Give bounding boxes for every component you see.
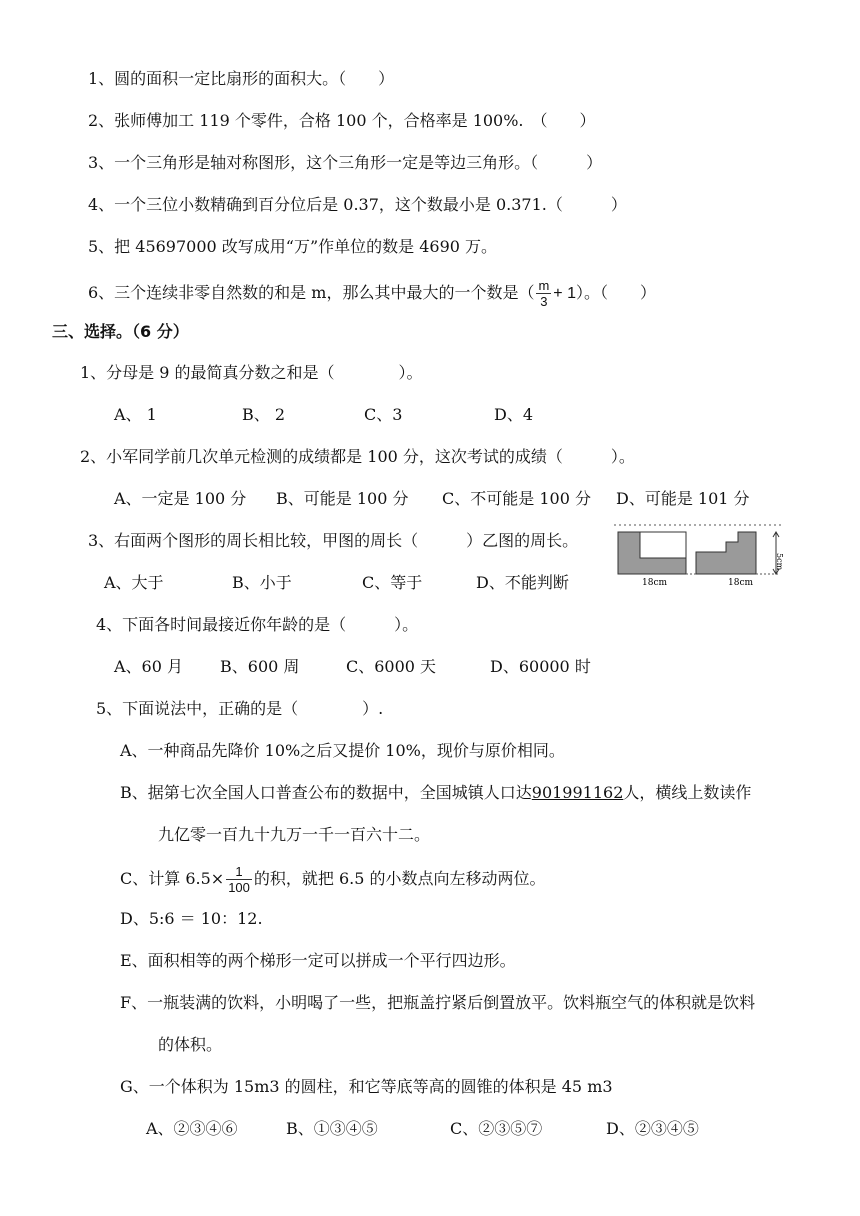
q4-option-b: B、600 周 [220,657,300,676]
q5-text: 5、下面说法中，正确的是（ ）. [96,699,384,718]
figure-yi [696,532,756,574]
q2-option-c: C、不可能是 100 分 [442,489,591,508]
perimeter-figure [614,522,794,588]
q5-option-b: B、①③④⑤ [286,1119,378,1138]
q5-statement-g: G、一个体积为 15m3 的圆柱，和它等底等高的圆锥的体积是 45 m3 [120,1077,613,1096]
q1-text: 1、分母是 9 的最简真分数之和是（ ）。 [80,363,423,382]
q3-option-d: D、不能判断 [476,573,569,592]
q5-statement-b [120,782,751,804]
q5-b-underlined-number: 901991162 [531,783,624,802]
judge-6-tail: ）。（ ） [575,283,656,302]
fraction-denominator: 3 [540,294,548,309]
q5-statement-d: D、5:6 ＝ 10：12. [120,909,263,928]
judge-item-1: 1、圆的面积一定比扇形的面积大。（ ） [88,69,395,88]
judge-item-2: 2、张师傅加工 119 个零件，合格 100 个，合格率是 100%. （ ） [88,111,596,130]
q5-statement-f-line2: 的体积。 [158,1035,223,1054]
q1-option-b: B、 2 [242,405,286,424]
q3-option-b: B、小于 [232,573,292,592]
fraction-1-over-100 [226,864,252,895]
fraction-numerator: m [538,278,550,293]
figure-jia-notch [640,532,686,558]
q5-statement-b-line2: 九亿零一百九十九万一千一百六十二。 [158,825,431,844]
figure-yi-label: 18cm [728,578,754,588]
q5-statement-a: A、一种商品先降价 10%之后又提价 10%，现价与原价相同。 [120,741,565,760]
q5-option-d: D、②③④⑤ [606,1119,699,1138]
q5-c-text: C、计算 6.5× [120,869,225,888]
q5-statement-e: E、面积相等的两个梯形一定可以拼成一个平行四边形。 [120,951,516,970]
q2-option-a: A、一定是 100 分 [114,489,247,508]
fraction-denominator: 100 [228,880,250,895]
fraction-m-over-3 [536,278,551,309]
q1-option-a: A、 1 [114,405,157,424]
judge-item-3: 3、一个三角形是轴对称图形，这个三角形一定是等边三角形。（ ） [88,153,603,172]
figure-jia-label: 18cm [642,578,668,588]
q3-option-c: C、等于 [362,573,423,592]
judge-item-4: 4、一个三位小数精确到百分位后是 0.37，这个数最小是 0.371.（ ） [88,195,627,214]
judge-item-6 [88,278,656,309]
judge-item-5: 5、把 45697000 改写成用“万”作单位的数是 4690 万。 [88,237,498,256]
plus-one: + 1 [553,285,576,302]
q3-text: 3、右面两个图形的周长相比较，甲图的周长（ ）乙图的周长。 [88,531,579,550]
q5-statement-c [120,864,546,895]
figure-side-label: 5cm [775,553,784,571]
q5-b-tail: 人，横线上数读作 [623,783,752,802]
q5-statement-f: F、一瓶装满的饮料，小明喝了一些，把瓶盖拧紧后倒置放平。饮料瓶空气的体积就是饮料 [120,993,756,1012]
q2-text: 2、小军同学前几次单元检测的成绩都是 100 分，这次考试的成绩（ ）。 [80,447,635,466]
q5-option-a: A、②③④⑥ [146,1119,238,1138]
q1-option-c: C、3 [364,405,403,424]
q4-option-c: C、6000 天 [346,657,437,676]
q2-option-b: B、可能是 100 分 [276,489,409,508]
judge-6-text: 6、三个连续非零自然数的和是 m，那么其中最大的一个数是（ [88,283,535,302]
q4-text: 4、下面各时间最接近你年龄的是（ ）。 [96,615,419,634]
q1-option-d: D、4 [494,405,534,424]
q5-b-text: B、据第七次全国人口普查公布的数据中，全国城镇人口达 [120,783,532,802]
q5-option-c: C、②③⑤⑦ [450,1119,543,1138]
fraction-numerator: 1 [226,864,252,880]
q4-option-a: A、60 月 [114,657,184,676]
q5-c-tail: 的积，就把 6.5 的小数点向左移动两位。 [253,869,546,888]
q4-option-d: D、60000 时 [490,657,591,676]
section-title: 三、选择。（6 分） [52,322,189,341]
q3-option-a: A、大于 [104,573,164,592]
q2-option-d: D、可能是 101 分 [616,489,750,508]
